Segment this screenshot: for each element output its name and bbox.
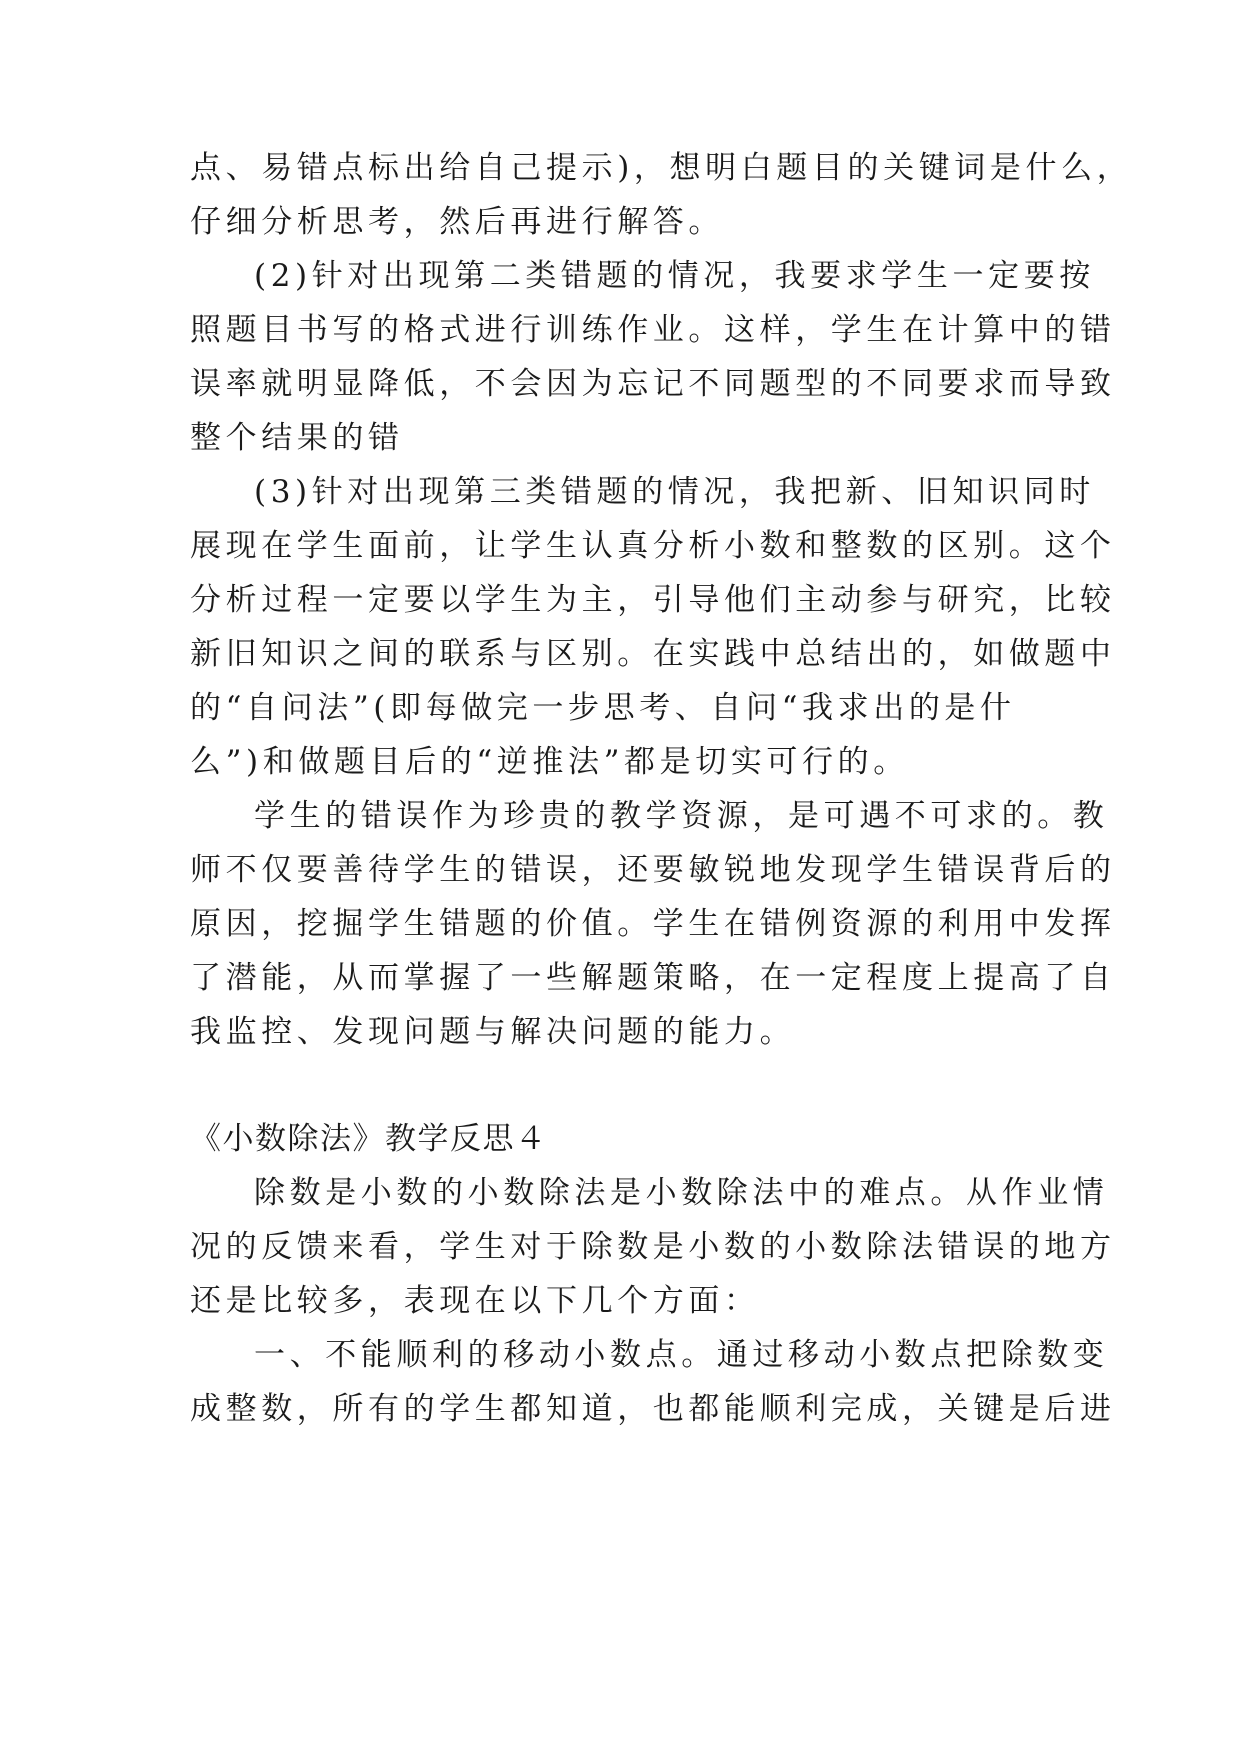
text-line: 点、易错点标出给自己提示)，想明白题目的关键词是什么， — [190, 150, 1133, 186]
paragraph-conclusion-start: 学生的错误作为珍贵的教学资源，是可遇不可求的。教 — [254, 798, 1109, 834]
text-line: 成整数，所有的学生都知道，也都能顺利完成，关键是后进 — [190, 1391, 1116, 1427]
text-line: 原因，挖掘学生错题的价值。学生在错例资源的利用中发挥 — [190, 906, 1116, 942]
text-line: 我监控、发现问题与解决问题的能力。 — [190, 1014, 796, 1050]
text-line: 展现在学生面前，让学生认真分析小数和整数的区别。这个 — [190, 528, 1116, 564]
text-line: 师不仅要善待学生的错误，还要敏锐地发现学生错误背后的 — [190, 852, 1116, 888]
paragraph-3-start: (3)针对出现第三类错题的情况，我把新、旧知识同时 — [254, 474, 1095, 510]
text-line: 仔细分析思考，然后再进行解答。 — [190, 204, 724, 240]
paragraph-2-start: (2)针对出现第二类错题的情况，我要求学生一定要按 — [254, 258, 1095, 294]
paragraph-intro-start: 除数是小数的小数除法是小数除法中的难点。从作业情 — [254, 1175, 1109, 1211]
text-line: 还是比较多，表现在以下几个方面： — [190, 1283, 760, 1319]
text-line: 况的反馈来看，学生对于除数是小数的小数除法错误的地方 — [190, 1229, 1116, 1265]
text-line: 整个结果的错 — [190, 420, 404, 456]
text-line: 照题目书写的格式进行训练作业。这样，学生在计算中的错 — [190, 312, 1116, 348]
text-line: 了潜能，从而掌握了一些解题策略，在一定程度上提高了自 — [190, 960, 1116, 996]
paragraph-point-1-start: 一、不能顺利的移动小数点。通过移动小数点把除数变 — [254, 1337, 1109, 1373]
text-line: 的“自问法”(即每做完一步思考、自问“我求出的是什 — [190, 690, 1016, 726]
text-line: 分析过程一定要以学生为主，引导他们主动参与研究，比较 — [190, 582, 1116, 618]
text-line: 新旧知识之间的联系与区别。在实践中总结出的，如做题中 — [190, 636, 1116, 672]
text-line: 么”)和做题目后的“逆推法”都是切实可行的。 — [190, 744, 909, 780]
section-heading: 《小数除法》教学反思４ — [190, 1121, 548, 1157]
text-line: 误率就明显降低，不会因为忘记不同题型的不同要求而导致 — [190, 366, 1116, 402]
